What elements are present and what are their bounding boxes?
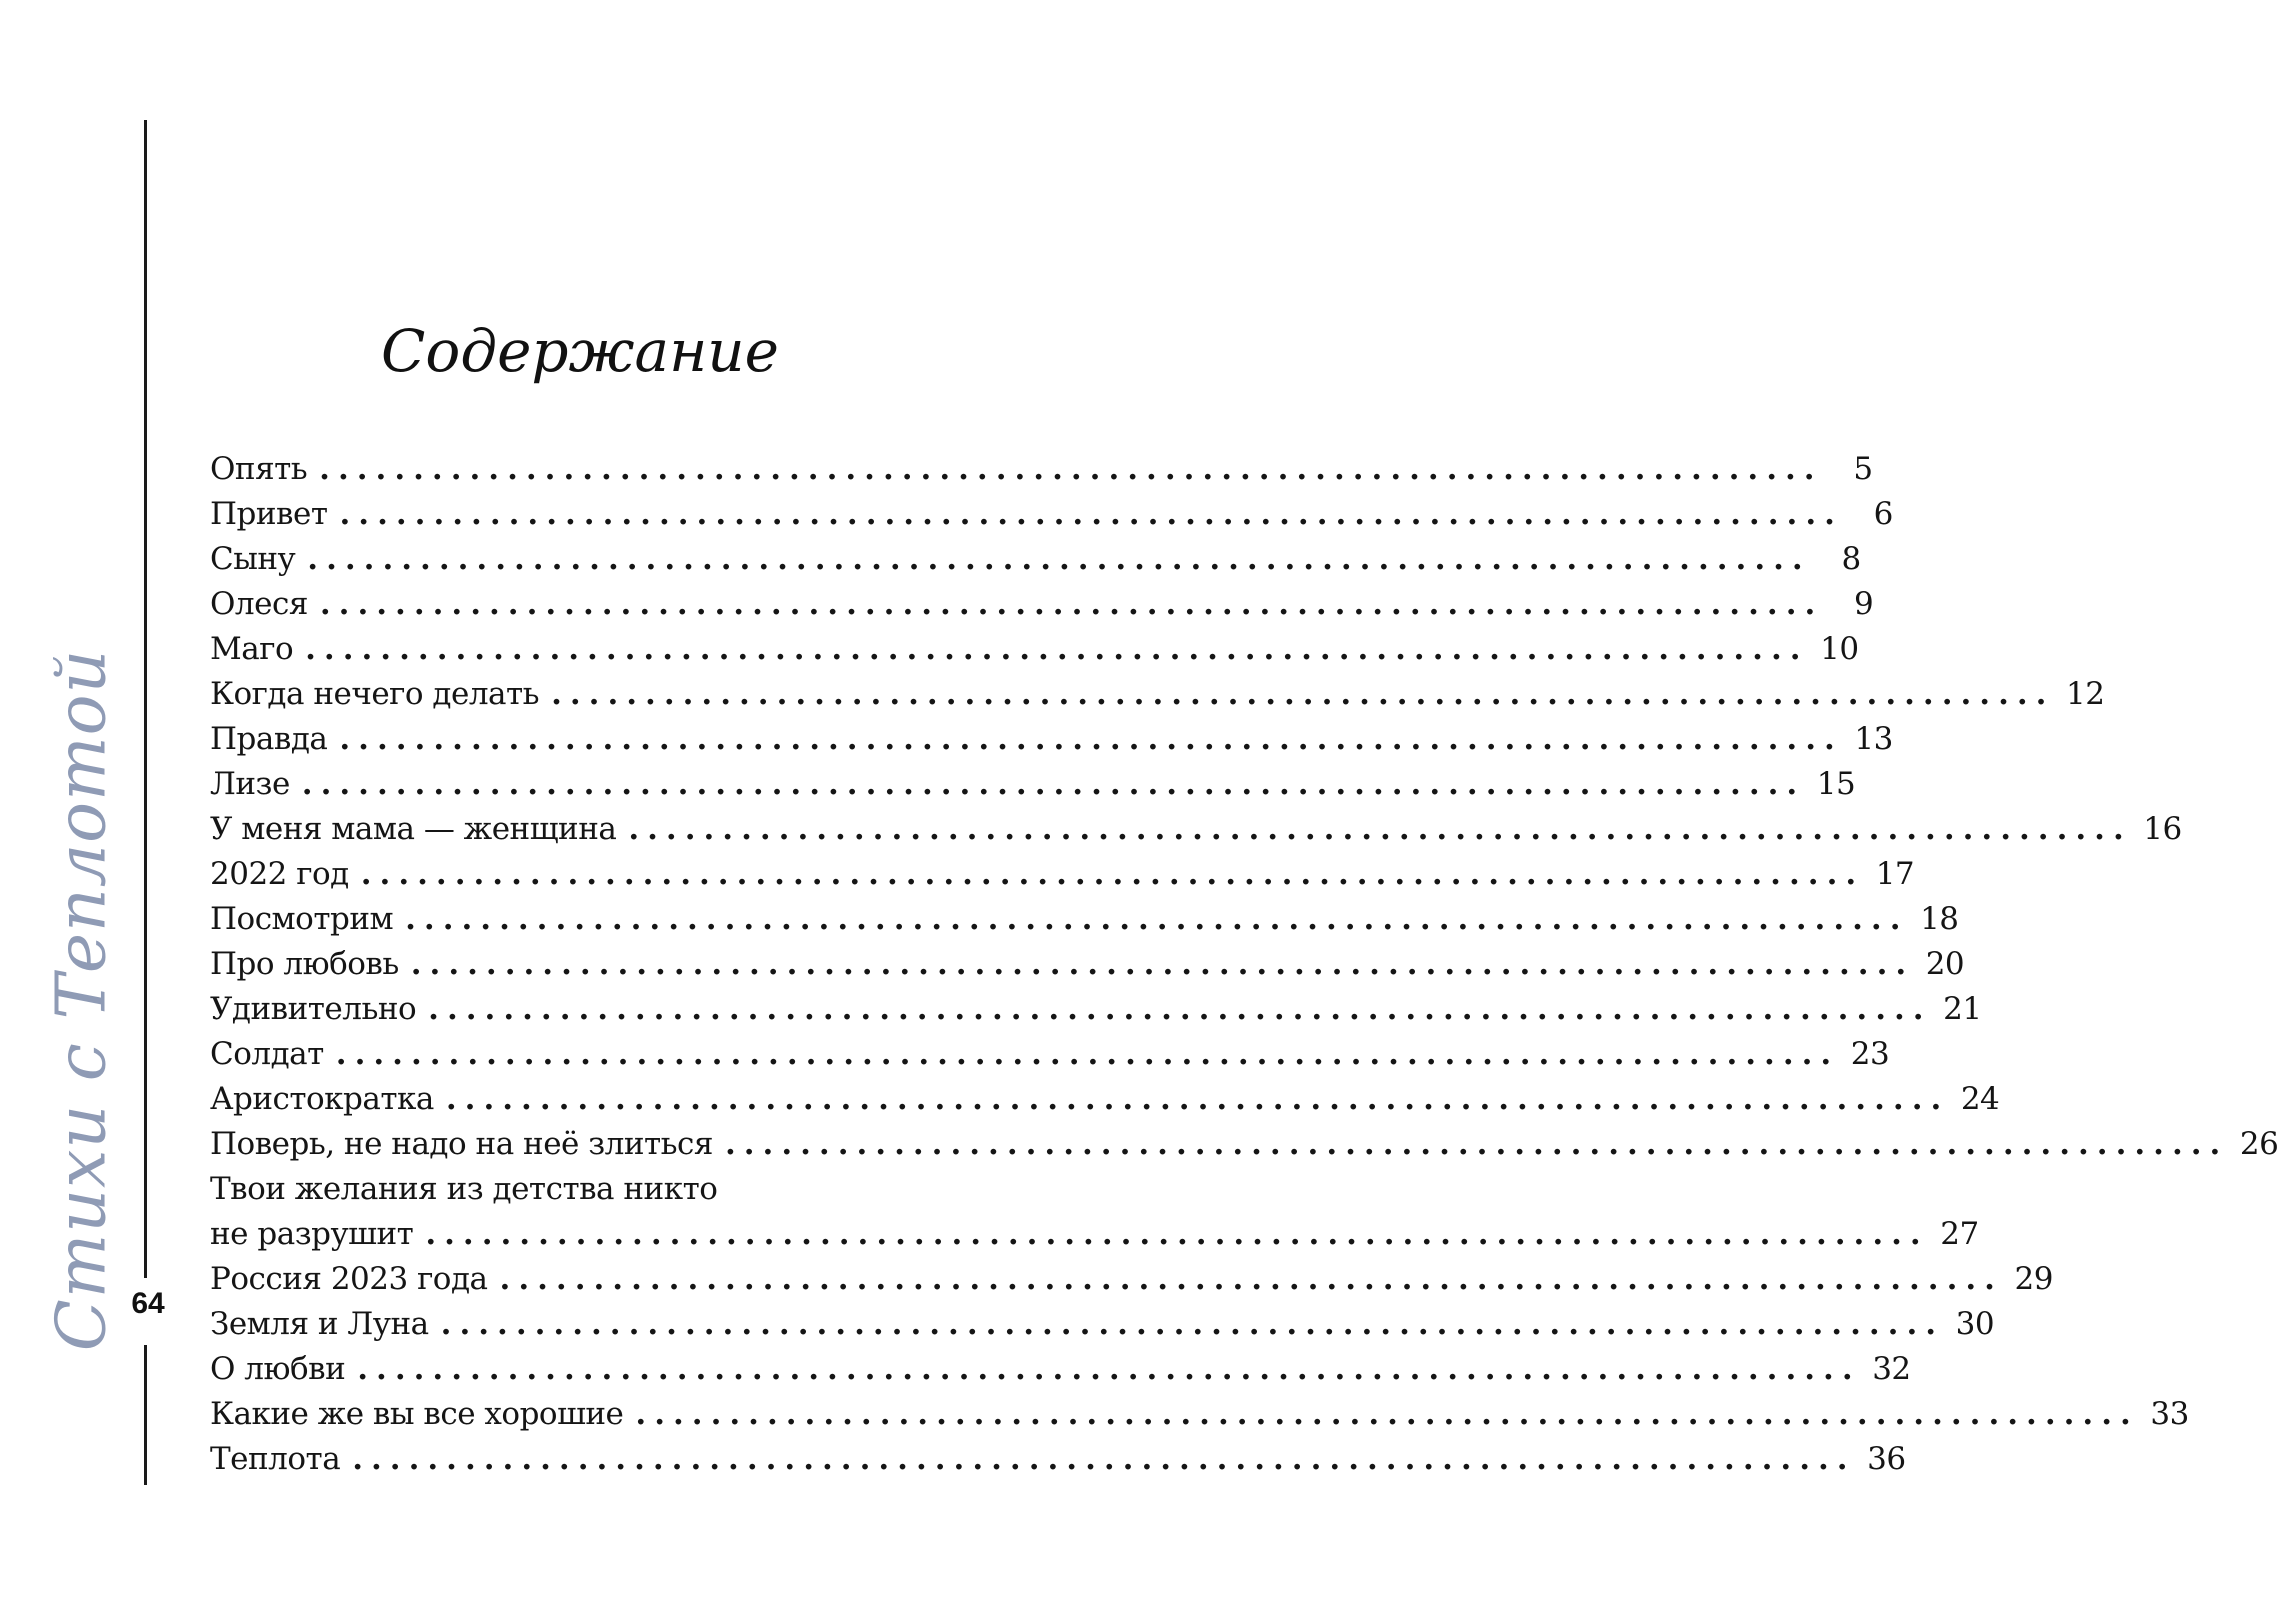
toc-entry <box>210 762 1856 807</box>
dot-leader: ................................................................................ <box>440 1306 1945 1342</box>
toc-entry-page: 29 <box>2014 1261 2053 1297</box>
toc-entry-title: Маго <box>210 631 294 667</box>
toc-entry <box>210 852 1915 897</box>
toc-entry-title: Аристократка <box>210 1081 434 1117</box>
toc-entry <box>210 897 1959 942</box>
toc-entry <box>210 1122 2278 1167</box>
dot-leader: ................................................................................ <box>445 1081 1950 1117</box>
toc-entry-title: 2022 год <box>210 856 349 892</box>
series-title-text: Стихи с Теплотой <box>42 648 122 1352</box>
toc-entry-page: 23 <box>1850 1036 1890 1072</box>
toc-entry-page: 17 <box>1875 856 1915 892</box>
dot-leader: ................................................................................ <box>339 721 1843 757</box>
dot-leader: ................................................................................ <box>410 946 1915 982</box>
toc-entry <box>210 1392 2189 1437</box>
toc-entry-page: 8 <box>1841 541 1861 577</box>
toc-entry <box>210 447 1873 492</box>
toc-entry <box>210 582 1874 627</box>
toc-entry <box>210 987 1982 1032</box>
toc-entry-title: Земля и Луна <box>210 1306 429 1342</box>
toc-heading: Содержание <box>381 317 779 385</box>
series-title-vertical <box>42 648 122 1352</box>
toc-entry-title: Поверь, не надо на неё злиться <box>210 1126 713 1162</box>
page-number: 64 <box>131 1287 165 1320</box>
toc-entry <box>210 537 1861 582</box>
dot-leader: ................................................................................ <box>360 856 1865 892</box>
toc-entry-page: 33 <box>2150 1396 2189 1432</box>
dot-leader: ................................................................................ <box>628 811 2132 847</box>
dot-leader: ................................................................................ <box>305 631 1809 667</box>
toc-entry-page: 16 <box>2143 811 2182 847</box>
toc-entry-title: Солдат <box>210 1036 324 1072</box>
toc-entry-page: 12 <box>2066 676 2105 712</box>
toc-entry <box>210 717 1893 762</box>
toc-entry <box>210 1302 1995 1347</box>
toc-entry-page: 9 <box>1854 586 1874 622</box>
dot-leader: ................................................................................ <box>301 766 1806 802</box>
toc-entry-title: Сыну <box>210 541 296 577</box>
dot-leader: ................................................................................ <box>319 451 1823 487</box>
dot-leader: ................................................................................ <box>405 901 1909 937</box>
toc-entry <box>210 672 2105 717</box>
toc-entry <box>210 492 1893 537</box>
toc-entry-title: О любви <box>210 1351 346 1387</box>
toc-entry <box>210 627 1859 672</box>
toc-entry-page: 21 <box>1943 991 1982 1027</box>
toc-entry-page: 36 <box>1867 1441 1906 1477</box>
toc-entry-page: 18 <box>1920 901 1959 937</box>
toc-entry-title: Привет <box>210 496 328 532</box>
dot-leader: ................................................................................ <box>428 991 1932 1027</box>
toc-entry <box>210 1437 1906 1482</box>
dot-leader: ................................................................................ <box>339 496 1843 532</box>
toc-entry <box>210 1212 1979 1257</box>
toc-entry-title: Олеся <box>210 586 308 622</box>
toc-entry <box>210 807 2182 852</box>
toc-entry-title: Посмотрим <box>210 901 394 937</box>
toc-entry <box>210 1257 2053 1302</box>
toc-entry-title: Когда нечего делать <box>210 676 540 712</box>
toc-entry-page: 26 <box>2239 1126 2278 1162</box>
toc-entry-title: Про любовь <box>210 946 399 982</box>
toc-entry-page: 15 <box>1816 766 1856 802</box>
dot-leader: ................................................................................ <box>499 1261 2003 1297</box>
dot-leader: ................................................................................ <box>319 586 1824 622</box>
toc-entry-page: 13 <box>1854 721 1893 757</box>
toc-entry-title: Правда <box>210 721 328 757</box>
toc-entry-page: 5 <box>1853 451 1873 487</box>
margin-rule-bottom <box>144 1345 147 1485</box>
toc-entry-title: Твои желания из детства никто <box>210 1171 718 1207</box>
toc-entry-title: Какие же вы все хорошие <box>210 1396 624 1432</box>
toc-entry-title: Опять <box>210 451 308 487</box>
toc-entry-page: 27 <box>1940 1216 1979 1252</box>
toc-entry-page: 30 <box>1955 1306 1995 1342</box>
toc-entry-page: 32 <box>1872 1351 1911 1387</box>
toc-entry <box>210 942 1965 987</box>
toc-entry-title: не разрушит <box>210 1216 414 1252</box>
dot-leader: ................................................................................ <box>425 1216 1929 1252</box>
toc-entry-title: Теплота <box>210 1441 341 1477</box>
dot-leader: ................................................................................ <box>551 676 2055 712</box>
dot-leader: ................................................................................ <box>357 1351 1861 1387</box>
toc-entry-title: Удивительно <box>210 991 417 1027</box>
toc-entry-title: Лизе <box>210 766 290 802</box>
toc-entry-page: 6 <box>1873 496 1893 532</box>
dot-leader: ................................................................................ <box>635 1396 2139 1432</box>
dot-leader: ................................................................................ <box>307 541 1811 577</box>
toc-entry-page: 24 <box>1960 1081 2000 1117</box>
toc-entry <box>210 1167 910 1212</box>
toc-entry-page: 20 <box>1925 946 1965 982</box>
toc-list <box>210 447 2278 1482</box>
toc-entry-title: У меня мама — женщина <box>210 811 617 847</box>
toc-entry <box>210 1032 1890 1077</box>
toc-entry <box>210 1347 1911 1392</box>
dot-leader: ................................................................................ <box>335 1036 1840 1072</box>
dot-leader: ................................................................................ <box>724 1126 2229 1162</box>
toc-entry-title: Россия 2023 года <box>210 1261 488 1297</box>
margin-rule-top <box>144 120 147 1278</box>
dot-leader: ................................................................................ <box>352 1441 1856 1477</box>
toc-entry-page: 10 <box>1820 631 1859 667</box>
toc-entry <box>210 1077 2000 1122</box>
